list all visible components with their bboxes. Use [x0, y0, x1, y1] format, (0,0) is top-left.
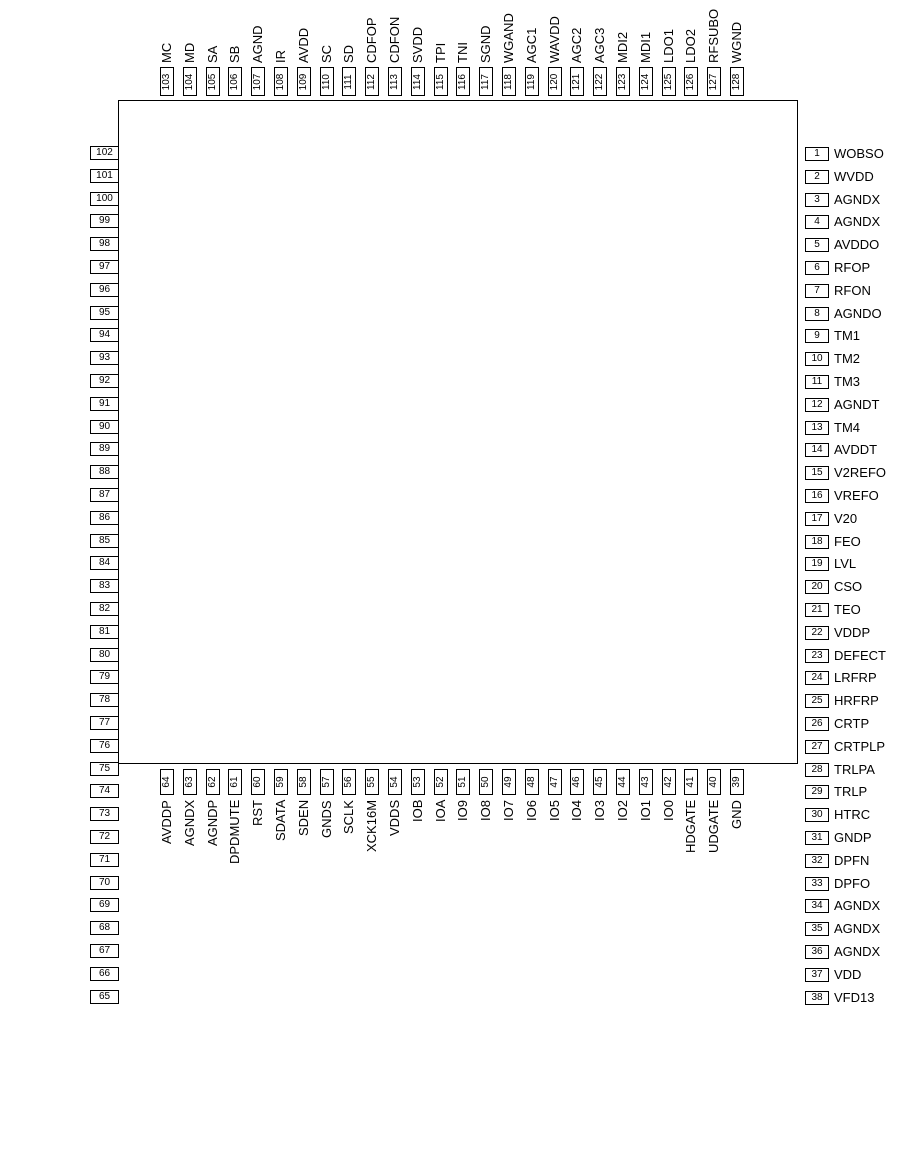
- pin-name: CRTP: [834, 716, 870, 731]
- pin-number: 38: [805, 991, 829, 1005]
- pin-number: 47: [548, 769, 562, 795]
- pin-number: 21: [805, 603, 829, 617]
- pin-number: 111: [342, 67, 356, 96]
- pin-number: 17: [805, 512, 829, 526]
- pin-name: DPDMUTE: [227, 799, 243, 864]
- pin-number: 43: [639, 769, 653, 795]
- pin-number: 124: [639, 67, 653, 96]
- pin-number: 119: [525, 67, 539, 96]
- pin-number: 96: [90, 283, 119, 297]
- pin-number: 59: [274, 769, 288, 795]
- ic-package-body: [118, 100, 798, 764]
- pin-number: 127: [707, 67, 721, 96]
- pin-number: 39: [730, 769, 744, 795]
- pin-name: IO6: [523, 800, 539, 821]
- pin-number: 101: [90, 169, 119, 183]
- pin-number: 24: [805, 671, 829, 685]
- pin-name: IO1: [637, 800, 653, 821]
- pin-number: 104: [183, 67, 197, 96]
- pin-number: 32: [805, 854, 829, 868]
- pin-name: SB: [227, 45, 243, 63]
- pin-name: CSO: [834, 579, 863, 595]
- pin-name: MDI1: [637, 31, 653, 63]
- pin-name: AVDD: [295, 27, 311, 63]
- pin-number: 60: [251, 769, 265, 795]
- pin-name: RFON: [834, 282, 871, 298]
- pin-name: AVDDO: [834, 237, 880, 253]
- pin-number: 87: [90, 488, 119, 502]
- pin-name: WVDD: [834, 168, 874, 184]
- pin-number: 27: [805, 740, 829, 754]
- pin-number: 1: [805, 147, 829, 161]
- pin-name: HRFRP: [834, 693, 879, 709]
- pin-number: 67: [90, 944, 119, 958]
- pin-number: 42: [662, 769, 676, 795]
- pin-number: 112: [365, 67, 379, 96]
- pin-number: 30: [805, 808, 829, 822]
- pin-number: 7: [805, 284, 829, 298]
- pin-number: 79: [90, 670, 119, 684]
- pin-name: VDD: [834, 966, 862, 982]
- pin-number: 4: [805, 215, 829, 229]
- pin-number: 109: [297, 67, 311, 96]
- pin-name: TM3: [834, 374, 860, 389]
- pin-number: 89: [90, 442, 119, 456]
- pin-name: TPI: [432, 42, 448, 63]
- pin-name: GNDP: [834, 830, 872, 845]
- pin-number: 54: [388, 769, 402, 795]
- pin-name: WOBSO: [834, 146, 884, 161]
- pin-number: 108: [274, 67, 288, 96]
- pin-number: 57: [320, 769, 334, 795]
- pin-number: 20: [805, 580, 829, 594]
- pin-number: 15: [805, 466, 829, 480]
- pin-number: 51: [456, 769, 470, 795]
- pin-number: 128: [730, 67, 744, 96]
- pin-number: 86: [90, 511, 119, 525]
- pin-number: 116: [456, 67, 470, 96]
- pin-name: CRTPLP: [834, 738, 886, 754]
- pin-name: IO0: [660, 800, 676, 821]
- pin-number: 114: [411, 67, 425, 96]
- pin-number: 14: [805, 443, 829, 457]
- pin-number: 22: [805, 626, 829, 640]
- pin-name: VDDP: [834, 624, 871, 640]
- pin-number: 64: [160, 769, 174, 795]
- pin-number: 117: [479, 67, 493, 96]
- pin-number: 41: [684, 769, 698, 795]
- pin-name: TEO: [834, 602, 861, 617]
- pin-number: 9: [805, 329, 829, 343]
- pin-number: 99: [90, 214, 119, 228]
- pin-name: AVDDP: [159, 800, 174, 844]
- pin-name: AGNDX: [181, 799, 197, 846]
- pin-number: 53: [411, 769, 425, 795]
- pin-name: AGNDX: [834, 898, 881, 914]
- pin-number: 77: [90, 716, 119, 730]
- pin-number: 85: [90, 534, 119, 548]
- pin-number: 74: [90, 784, 119, 798]
- pin-number: 75: [90, 762, 119, 776]
- pin-number: 78: [90, 693, 119, 707]
- pin-number: 120: [548, 67, 562, 96]
- pin-number: 58: [297, 769, 311, 795]
- pin-number: 23: [805, 649, 829, 663]
- pin-number: 91: [90, 397, 119, 411]
- pin-name: IO4: [569, 800, 585, 821]
- pin-name: AGC1: [523, 27, 539, 63]
- pin-name: IO7: [501, 800, 516, 821]
- pin-number: 110: [320, 67, 334, 96]
- pin-name: AGNDT: [834, 396, 880, 412]
- pin-number: 19: [805, 557, 829, 571]
- pin-name: LVL: [834, 556, 857, 572]
- pin-name: AGC3: [592, 27, 608, 63]
- pin-name: UDGATE: [706, 799, 722, 853]
- pin-name: CDFON: [387, 16, 402, 63]
- pin-number: 98: [90, 237, 119, 251]
- pin-name: IO3: [592, 800, 608, 821]
- pin-name: WGND: [729, 21, 744, 63]
- pin-number: 36: [805, 945, 829, 959]
- pin-name: WGAND: [501, 13, 516, 63]
- pin-number: 62: [206, 769, 220, 795]
- pin-name: IOB: [409, 799, 425, 822]
- pin-number: 29: [805, 785, 829, 799]
- pin-number: 105: [206, 67, 220, 96]
- pin-number: 68: [90, 921, 119, 935]
- pin-name: SD: [341, 44, 357, 63]
- pin-name: RFOP: [834, 260, 871, 275]
- pin-name: HTRC: [834, 807, 871, 823]
- pin-name: RST: [250, 800, 266, 826]
- pin-number: 90: [90, 420, 119, 434]
- pin-number: 113: [388, 67, 402, 96]
- pin-number: 121: [570, 67, 584, 96]
- pin-number: 50: [479, 769, 493, 795]
- pin-number: 31: [805, 831, 829, 845]
- pin-number: 3: [805, 193, 829, 207]
- pin-number: 93: [90, 351, 119, 365]
- pin-name: AGNDP: [204, 799, 220, 846]
- pin-name: SCLK: [341, 800, 357, 834]
- pin-number: 107: [251, 67, 265, 96]
- pin-name: DPFO: [834, 875, 871, 891]
- pin-number: 71: [90, 853, 119, 867]
- pin-number: 11: [805, 375, 829, 389]
- pin-number: 100: [90, 192, 119, 206]
- pin-number: 125: [662, 67, 676, 96]
- pin-name: AGNDX: [834, 214, 881, 230]
- pin-number: 6: [805, 261, 829, 275]
- pin-number: 103: [160, 67, 174, 96]
- pin-number: 72: [90, 830, 119, 844]
- pin-name: HDGATE: [683, 799, 699, 853]
- pin-name: SDEN: [295, 799, 311, 836]
- pin-name: XCK16M: [364, 799, 380, 852]
- pin-name: IR: [273, 50, 288, 63]
- pin-name: TM2: [834, 351, 860, 367]
- pin-number: 5: [805, 238, 829, 252]
- pin-number: 40: [707, 769, 721, 795]
- pin-number: 55: [365, 769, 379, 795]
- pin-number: 16: [805, 489, 829, 503]
- pin-number: 49: [502, 769, 516, 795]
- pin-number: 95: [90, 306, 119, 320]
- pin-name: WAVDD: [546, 16, 562, 63]
- pin-number: 46: [570, 769, 584, 795]
- pin-number: 8: [805, 307, 829, 321]
- pin-number: 33: [805, 877, 829, 891]
- pin-name: SC: [318, 44, 334, 63]
- pin-name: VDDS: [387, 799, 402, 836]
- pin-name: CDFOP: [364, 17, 380, 63]
- pin-number: 18: [805, 535, 829, 549]
- pin-number: 122: [593, 67, 607, 96]
- pin-name: AGND: [250, 25, 266, 63]
- pin-name: RFSUBO: [706, 8, 722, 63]
- pin-number: 35: [805, 922, 829, 936]
- pin-number: 123: [616, 67, 630, 96]
- pin-number: 44: [616, 769, 630, 795]
- pin-number: 126: [684, 67, 698, 96]
- pin-number: 52: [434, 769, 448, 795]
- pin-number: 61: [228, 769, 242, 795]
- pin-name: AGNDX: [834, 921, 881, 937]
- pin-number: 63: [183, 769, 197, 795]
- pin-name: VFD13: [834, 989, 875, 1005]
- pin-number: 97: [90, 260, 119, 274]
- pin-name: V2REFO: [834, 465, 887, 481]
- pin-number: 70: [90, 876, 119, 890]
- pin-name: MC: [159, 42, 174, 63]
- pin-name: IO8: [478, 800, 494, 821]
- pin-name: MD: [181, 42, 197, 63]
- pin-name: GND: [729, 800, 744, 829]
- pin-number: 115: [434, 67, 448, 96]
- pin-number: 25: [805, 694, 829, 708]
- pin-number: 80: [90, 648, 119, 662]
- pin-name: MDI2: [615, 31, 630, 63]
- pin-number: 34: [805, 899, 829, 913]
- pin-name: DEFECT: [834, 647, 886, 663]
- pin-number: 92: [90, 374, 119, 388]
- pin-number: 81: [90, 625, 119, 639]
- pin-number: 37: [805, 968, 829, 982]
- pin-name: IO5: [546, 800, 562, 821]
- pin-number: 102: [90, 146, 119, 160]
- pin-name: SVDD: [409, 26, 425, 63]
- pin-number: 28: [805, 763, 829, 777]
- pin-name: TM4: [834, 419, 860, 435]
- pin-number: 45: [593, 769, 607, 795]
- pin-name: AVDDT: [834, 442, 878, 458]
- pin-number: 76: [90, 739, 119, 753]
- pin-name: SA: [204, 45, 220, 63]
- pin-number: 69: [90, 898, 119, 912]
- pin-name: AGNDX: [834, 191, 881, 207]
- pin-number: 13: [805, 421, 829, 435]
- pin-number: 83: [90, 579, 119, 593]
- pin-number: 56: [342, 769, 356, 795]
- pin-name: V20: [834, 510, 858, 526]
- pin-name: TNI: [455, 42, 471, 63]
- pin-name: SDATA: [273, 799, 288, 841]
- pin-number: 94: [90, 328, 119, 342]
- pin-number: 2: [805, 170, 829, 184]
- pin-number: 26: [805, 717, 829, 731]
- pin-name: AGNDX: [834, 944, 881, 959]
- pin-number: 66: [90, 967, 119, 981]
- pin-number: 65: [90, 990, 119, 1004]
- pin-name: IO9: [455, 800, 471, 821]
- pin-number: 48: [525, 769, 539, 795]
- pin-name: DPFN: [834, 852, 870, 868]
- pin-name: LDO2: [683, 29, 699, 63]
- pin-name: TRLP: [834, 784, 868, 800]
- pin-name: TRLPA: [834, 761, 875, 777]
- pin-name: TM1: [834, 328, 860, 344]
- pin-name: IOA: [432, 799, 448, 822]
- pin-name: AGC2: [569, 27, 585, 63]
- pin-number: 82: [90, 602, 119, 616]
- pin-number: 106: [228, 67, 242, 96]
- pin-name: LDO1: [660, 29, 676, 63]
- pin-name: AGNDO: [834, 305, 882, 321]
- pin-name: FEO: [834, 533, 861, 549]
- pin-name: GNDS: [318, 800, 334, 838]
- pin-name: LRFRP: [834, 670, 877, 686]
- pin-number: 88: [90, 465, 119, 479]
- pin-number: 118: [502, 67, 516, 96]
- pin-number: 10: [805, 352, 829, 366]
- pin-name: VREFO: [834, 488, 879, 503]
- pin-number: 73: [90, 807, 119, 821]
- pin-name: IO2: [615, 800, 630, 821]
- pin-number: 84: [90, 556, 119, 570]
- pin-number: 12: [805, 398, 829, 412]
- pin-name: SGND: [478, 25, 494, 63]
